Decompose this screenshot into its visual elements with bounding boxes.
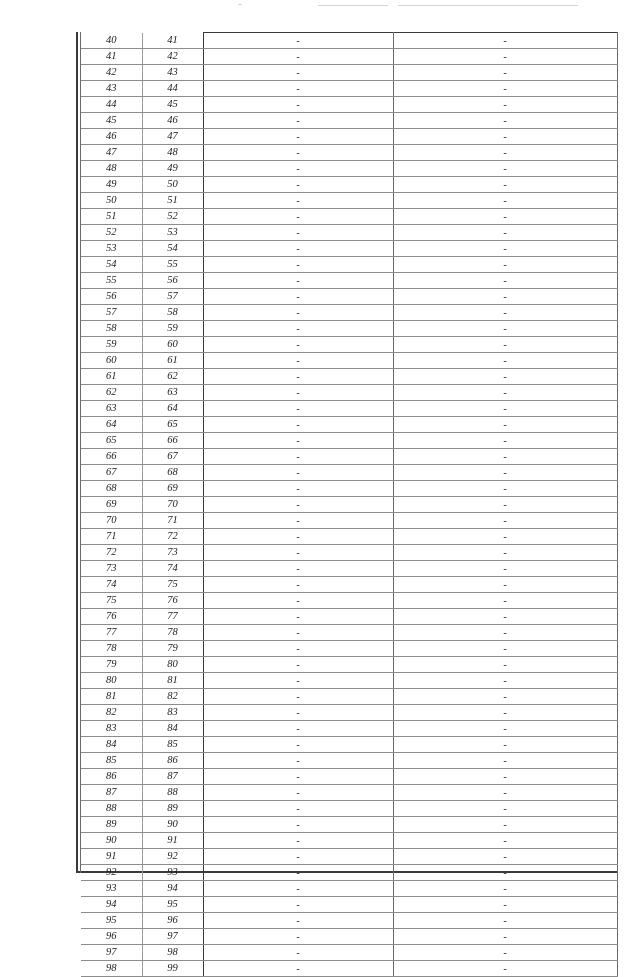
table-row bbox=[81, 177, 617, 193]
table-row bbox=[81, 929, 617, 945]
value-cell-1: - bbox=[203, 849, 393, 865]
row-number-cell: 82 bbox=[142, 689, 203, 705]
row-index-cell: 97 bbox=[81, 945, 142, 961]
value-cell-2: - bbox=[393, 433, 617, 449]
row-index-cell: 98 bbox=[81, 961, 142, 977]
value-cell-1: - bbox=[203, 945, 393, 961]
row-number-cell: 67 bbox=[142, 449, 203, 465]
scan-artifact bbox=[398, 5, 578, 6]
value-cell-1: - bbox=[203, 113, 393, 129]
row-index-cell: 94 bbox=[81, 897, 142, 913]
value-cell-1: - bbox=[203, 721, 393, 737]
row-index-cell: 64 bbox=[81, 417, 142, 433]
value-cell-2: - bbox=[393, 241, 617, 257]
value-cell-2: - bbox=[393, 785, 617, 801]
value-cell-2: - bbox=[393, 33, 617, 49]
row-number-cell: 88 bbox=[142, 785, 203, 801]
table-row bbox=[81, 49, 617, 65]
table-row bbox=[81, 225, 617, 241]
row-index-cell: 75 bbox=[81, 593, 142, 609]
value-cell-1: - bbox=[203, 785, 393, 801]
row-index-cell: 48 bbox=[81, 161, 142, 177]
row-number-cell: 93 bbox=[142, 865, 203, 881]
table-row bbox=[81, 849, 617, 865]
table-row bbox=[81, 945, 617, 961]
value-cell-1: - bbox=[203, 577, 393, 593]
row-number-cell: 99 bbox=[142, 961, 203, 977]
row-number-cell: 68 bbox=[142, 465, 203, 481]
value-cell-2: - bbox=[393, 513, 617, 529]
table-row bbox=[81, 481, 617, 497]
table-row bbox=[81, 817, 617, 833]
table-row bbox=[81, 705, 617, 721]
table-row bbox=[81, 801, 617, 817]
value-cell-2: - bbox=[393, 769, 617, 785]
value-cell-1: - bbox=[203, 193, 393, 209]
row-index-cell: 72 bbox=[81, 545, 142, 561]
value-cell-1: - bbox=[203, 657, 393, 673]
row-index-cell: 57 bbox=[81, 305, 142, 321]
value-cell-2: - bbox=[393, 369, 617, 385]
table-row bbox=[81, 881, 617, 897]
row-number-cell: 47 bbox=[142, 129, 203, 145]
value-cell-2: - bbox=[393, 689, 617, 705]
value-cell-2: - bbox=[393, 545, 617, 561]
value-cell-1: - bbox=[203, 321, 393, 337]
table-row bbox=[81, 785, 617, 801]
value-cell-1: - bbox=[203, 833, 393, 849]
value-cell-1: - bbox=[203, 449, 393, 465]
row-index-cell: 70 bbox=[81, 513, 142, 529]
table-row bbox=[81, 65, 617, 81]
value-cell-1: - bbox=[203, 513, 393, 529]
value-cell-1: - bbox=[203, 433, 393, 449]
row-index-cell: 90 bbox=[81, 833, 142, 849]
table-row bbox=[81, 193, 617, 209]
table-row bbox=[81, 689, 617, 705]
data-table bbox=[81, 32, 618, 977]
value-cell-1: - bbox=[203, 305, 393, 321]
value-cell-1: - bbox=[203, 241, 393, 257]
row-number-cell: 87 bbox=[142, 769, 203, 785]
value-cell-2: - bbox=[393, 449, 617, 465]
table-row bbox=[81, 385, 617, 401]
table-row bbox=[81, 97, 617, 113]
row-number-cell: 54 bbox=[142, 241, 203, 257]
row-index-cell: 82 bbox=[81, 705, 142, 721]
row-number-cell: 81 bbox=[142, 673, 203, 689]
value-cell-2: - bbox=[393, 897, 617, 913]
value-cell-1: - bbox=[203, 801, 393, 817]
row-index-cell: 74 bbox=[81, 577, 142, 593]
value-cell-1: - bbox=[203, 897, 393, 913]
value-cell-1: - bbox=[203, 145, 393, 161]
table-row bbox=[81, 833, 617, 849]
row-number-cell: 92 bbox=[142, 849, 203, 865]
row-number-cell: 98 bbox=[142, 945, 203, 961]
row-number-cell: 50 bbox=[142, 177, 203, 193]
row-index-cell: 80 bbox=[81, 673, 142, 689]
row-index-cell: 66 bbox=[81, 449, 142, 465]
table-row bbox=[81, 961, 617, 977]
row-index-cell: 61 bbox=[81, 369, 142, 385]
row-number-cell: 78 bbox=[142, 625, 203, 641]
value-cell-2: - bbox=[393, 817, 617, 833]
table-row bbox=[81, 145, 617, 161]
value-cell-2: - bbox=[393, 625, 617, 641]
row-number-cell: 48 bbox=[142, 145, 203, 161]
value-cell-2: - bbox=[393, 865, 617, 881]
row-number-cell: 42 bbox=[142, 49, 203, 65]
table-row bbox=[81, 289, 617, 305]
value-cell-1: - bbox=[203, 273, 393, 289]
value-cell-1: - bbox=[203, 737, 393, 753]
row-number-cell: 58 bbox=[142, 305, 203, 321]
row-index-cell: 73 bbox=[81, 561, 142, 577]
value-cell-1: - bbox=[203, 961, 393, 977]
table-row bbox=[81, 625, 617, 641]
row-index-cell: 41 bbox=[81, 49, 142, 65]
row-number-cell: 66 bbox=[142, 433, 203, 449]
value-cell-2: - bbox=[393, 481, 617, 497]
value-cell-2: - bbox=[393, 49, 617, 65]
value-cell-2: - bbox=[393, 177, 617, 193]
table-row bbox=[81, 737, 617, 753]
row-index-cell: 43 bbox=[81, 81, 142, 97]
row-number-cell: 74 bbox=[142, 561, 203, 577]
row-index-cell: 85 bbox=[81, 753, 142, 769]
value-cell-2: - bbox=[393, 881, 617, 897]
value-cell-1: - bbox=[203, 753, 393, 769]
value-cell-1: - bbox=[203, 865, 393, 881]
value-cell-2: - bbox=[393, 65, 617, 81]
row-index-cell: 91 bbox=[81, 849, 142, 865]
table-row bbox=[81, 497, 617, 513]
value-cell-1: - bbox=[203, 65, 393, 81]
row-index-cell: 65 bbox=[81, 433, 142, 449]
table-row bbox=[81, 545, 617, 561]
value-cell-2: - bbox=[393, 961, 617, 977]
row-number-cell: 83 bbox=[142, 705, 203, 721]
row-number-cell: 62 bbox=[142, 369, 203, 385]
value-cell-2: - bbox=[393, 577, 617, 593]
row-number-cell: 43 bbox=[142, 65, 203, 81]
value-cell-2: - bbox=[393, 97, 617, 113]
row-index-cell: 77 bbox=[81, 625, 142, 641]
table-row bbox=[81, 33, 617, 49]
value-cell-2: - bbox=[393, 305, 617, 321]
row-number-cell: 63 bbox=[142, 385, 203, 401]
table-row bbox=[81, 417, 617, 433]
value-cell-1: - bbox=[203, 353, 393, 369]
value-cell-2: - bbox=[393, 225, 617, 241]
row-number-cell: 61 bbox=[142, 353, 203, 369]
row-index-cell: 93 bbox=[81, 881, 142, 897]
value-cell-2: - bbox=[393, 497, 617, 513]
table-row bbox=[81, 257, 617, 273]
row-number-cell: 94 bbox=[142, 881, 203, 897]
row-number-cell: 46 bbox=[142, 113, 203, 129]
table-row bbox=[81, 721, 617, 737]
row-index-cell: 47 bbox=[81, 145, 142, 161]
table-row bbox=[81, 769, 617, 785]
table-row bbox=[81, 369, 617, 385]
table-row bbox=[81, 305, 617, 321]
value-cell-2: - bbox=[393, 257, 617, 273]
table-row bbox=[81, 657, 617, 673]
row-index-cell: 95 bbox=[81, 913, 142, 929]
value-cell-1: - bbox=[203, 401, 393, 417]
value-cell-1: - bbox=[203, 417, 393, 433]
value-cell-1: - bbox=[203, 913, 393, 929]
row-number-cell: 85 bbox=[142, 737, 203, 753]
value-cell-1: - bbox=[203, 673, 393, 689]
value-cell-1: - bbox=[203, 817, 393, 833]
row-index-cell: 87 bbox=[81, 785, 142, 801]
row-index-cell: 78 bbox=[81, 641, 142, 657]
value-cell-1: - bbox=[203, 49, 393, 65]
row-number-cell: 45 bbox=[142, 97, 203, 113]
row-index-cell: 49 bbox=[81, 177, 142, 193]
row-index-cell: 92 bbox=[81, 865, 142, 881]
value-cell-1: - bbox=[203, 497, 393, 513]
row-number-cell: 72 bbox=[142, 529, 203, 545]
value-cell-1: - bbox=[203, 481, 393, 497]
row-index-cell: 45 bbox=[81, 113, 142, 129]
row-number-cell: 55 bbox=[142, 257, 203, 273]
row-number-cell: 71 bbox=[142, 513, 203, 529]
value-cell-2: - bbox=[393, 321, 617, 337]
row-index-cell: 58 bbox=[81, 321, 142, 337]
row-index-cell: 69 bbox=[81, 497, 142, 513]
value-cell-2: - bbox=[393, 929, 617, 945]
table-row bbox=[81, 593, 617, 609]
row-index-cell: 60 bbox=[81, 353, 142, 369]
value-cell-2: - bbox=[393, 641, 617, 657]
row-index-cell: 96 bbox=[81, 929, 142, 945]
row-number-cell: 73 bbox=[142, 545, 203, 561]
value-cell-2: - bbox=[393, 609, 617, 625]
row-number-cell: 97 bbox=[142, 929, 203, 945]
table-row bbox=[81, 673, 617, 689]
value-cell-2: - bbox=[393, 737, 617, 753]
row-number-cell: 91 bbox=[142, 833, 203, 849]
row-index-cell: 76 bbox=[81, 609, 142, 625]
row-number-cell: 51 bbox=[142, 193, 203, 209]
row-number-cell: 53 bbox=[142, 225, 203, 241]
table-row bbox=[81, 513, 617, 529]
row-index-cell: 89 bbox=[81, 817, 142, 833]
row-number-cell: 76 bbox=[142, 593, 203, 609]
row-number-cell: 70 bbox=[142, 497, 203, 513]
row-index-cell: 42 bbox=[81, 65, 142, 81]
value-cell-1: - bbox=[203, 33, 393, 49]
table-row bbox=[81, 273, 617, 289]
value-cell-1: - bbox=[203, 369, 393, 385]
row-index-cell: 68 bbox=[81, 481, 142, 497]
table-row bbox=[81, 913, 617, 929]
table-row bbox=[81, 129, 617, 145]
row-number-cell: 44 bbox=[142, 81, 203, 97]
value-cell-2: - bbox=[393, 801, 617, 817]
value-cell-2: - bbox=[393, 465, 617, 481]
table-row bbox=[81, 113, 617, 129]
value-cell-2: - bbox=[393, 753, 617, 769]
row-index-cell: 52 bbox=[81, 225, 142, 241]
row-index-cell: 62 bbox=[81, 385, 142, 401]
value-cell-2: - bbox=[393, 833, 617, 849]
table-row bbox=[81, 465, 617, 481]
table-row bbox=[81, 561, 617, 577]
value-cell-2: - bbox=[393, 721, 617, 737]
row-number-cell: 75 bbox=[142, 577, 203, 593]
table-row bbox=[81, 337, 617, 353]
table-row bbox=[81, 161, 617, 177]
value-cell-2: - bbox=[393, 129, 617, 145]
value-cell-1: - bbox=[203, 545, 393, 561]
value-cell-1: - bbox=[203, 257, 393, 273]
row-number-cell: 57 bbox=[142, 289, 203, 305]
value-cell-1: - bbox=[203, 225, 393, 241]
row-number-cell: 80 bbox=[142, 657, 203, 673]
table-row bbox=[81, 577, 617, 593]
table-row bbox=[81, 529, 617, 545]
value-cell-1: - bbox=[203, 881, 393, 897]
value-cell-2: - bbox=[393, 561, 617, 577]
row-index-cell: 53 bbox=[81, 241, 142, 257]
value-cell-1: - bbox=[203, 529, 393, 545]
value-cell-1: - bbox=[203, 129, 393, 145]
row-index-cell: 84 bbox=[81, 737, 142, 753]
value-cell-1: - bbox=[203, 209, 393, 225]
row-number-cell: 41 bbox=[142, 33, 203, 49]
value-cell-2: - bbox=[393, 401, 617, 417]
row-index-cell: 67 bbox=[81, 465, 142, 481]
row-number-cell: 96 bbox=[142, 913, 203, 929]
table-row bbox=[81, 209, 617, 225]
row-index-cell: 46 bbox=[81, 129, 142, 145]
row-number-cell: 77 bbox=[142, 609, 203, 625]
value-cell-1: - bbox=[203, 97, 393, 113]
row-index-cell: 40 bbox=[81, 33, 142, 49]
scan-artifact bbox=[238, 4, 242, 5]
value-cell-2: - bbox=[393, 273, 617, 289]
value-cell-1: - bbox=[203, 465, 393, 481]
table-row bbox=[81, 321, 617, 337]
row-number-cell: 84 bbox=[142, 721, 203, 737]
row-index-cell: 44 bbox=[81, 97, 142, 113]
value-cell-2: - bbox=[393, 417, 617, 433]
value-cell-1: - bbox=[203, 609, 393, 625]
value-cell-1: - bbox=[203, 337, 393, 353]
value-cell-1: - bbox=[203, 385, 393, 401]
value-cell-2: - bbox=[393, 145, 617, 161]
value-cell-2: - bbox=[393, 913, 617, 929]
row-number-cell: 69 bbox=[142, 481, 203, 497]
row-number-cell: 95 bbox=[142, 897, 203, 913]
value-cell-2: - bbox=[393, 353, 617, 369]
row-number-cell: 56 bbox=[142, 273, 203, 289]
value-cell-1: - bbox=[203, 561, 393, 577]
table-row bbox=[81, 865, 617, 881]
value-cell-1: - bbox=[203, 641, 393, 657]
value-cell-2: - bbox=[393, 385, 617, 401]
row-index-cell: 56 bbox=[81, 289, 142, 305]
row-index-cell: 81 bbox=[81, 689, 142, 705]
table-row bbox=[81, 401, 617, 417]
row-number-cell: 86 bbox=[142, 753, 203, 769]
value-cell-2: - bbox=[393, 113, 617, 129]
row-index-cell: 50 bbox=[81, 193, 142, 209]
value-cell-2: - bbox=[393, 193, 617, 209]
value-cell-2: - bbox=[393, 657, 617, 673]
row-number-cell: 79 bbox=[142, 641, 203, 657]
value-cell-2: - bbox=[393, 337, 617, 353]
row-index-cell: 63 bbox=[81, 401, 142, 417]
table-row bbox=[81, 433, 617, 449]
table-row bbox=[81, 753, 617, 769]
value-cell-1: - bbox=[203, 593, 393, 609]
value-cell-1: - bbox=[203, 625, 393, 641]
table-body bbox=[81, 33, 617, 977]
value-cell-2: - bbox=[393, 593, 617, 609]
row-number-cell: 89 bbox=[142, 801, 203, 817]
table-row bbox=[81, 241, 617, 257]
row-number-cell: 65 bbox=[142, 417, 203, 433]
row-number-cell: 59 bbox=[142, 321, 203, 337]
value-cell-2: - bbox=[393, 81, 617, 97]
row-index-cell: 59 bbox=[81, 337, 142, 353]
table-row bbox=[81, 81, 617, 97]
row-number-cell: 52 bbox=[142, 209, 203, 225]
value-cell-1: - bbox=[203, 289, 393, 305]
table-row bbox=[81, 353, 617, 369]
value-cell-2: - bbox=[393, 705, 617, 721]
value-cell-1: - bbox=[203, 929, 393, 945]
row-index-cell: 83 bbox=[81, 721, 142, 737]
row-index-cell: 51 bbox=[81, 209, 142, 225]
table-row bbox=[81, 641, 617, 657]
row-index-cell: 79 bbox=[81, 657, 142, 673]
row-number-cell: 64 bbox=[142, 401, 203, 417]
value-cell-2: - bbox=[393, 289, 617, 305]
value-cell-2: - bbox=[393, 673, 617, 689]
value-cell-2: - bbox=[393, 529, 617, 545]
value-cell-2: - bbox=[393, 945, 617, 961]
row-number-cell: 49 bbox=[142, 161, 203, 177]
value-cell-1: - bbox=[203, 177, 393, 193]
row-number-cell: 90 bbox=[142, 817, 203, 833]
value-cell-1: - bbox=[203, 689, 393, 705]
value-cell-1: - bbox=[203, 769, 393, 785]
row-index-cell: 71 bbox=[81, 529, 142, 545]
scan-artifact bbox=[318, 5, 388, 6]
row-index-cell: 54 bbox=[81, 257, 142, 273]
value-cell-2: - bbox=[393, 849, 617, 865]
table-row bbox=[81, 449, 617, 465]
value-cell-1: - bbox=[203, 161, 393, 177]
value-cell-2: - bbox=[393, 209, 617, 225]
row-index-cell: 86 bbox=[81, 769, 142, 785]
value-cell-1: - bbox=[203, 705, 393, 721]
value-cell-1: - bbox=[203, 81, 393, 97]
row-index-cell: 88 bbox=[81, 801, 142, 817]
value-cell-2: - bbox=[393, 161, 617, 177]
row-index-cell: 55 bbox=[81, 273, 142, 289]
row-number-cell: 60 bbox=[142, 337, 203, 353]
table-row bbox=[81, 609, 617, 625]
